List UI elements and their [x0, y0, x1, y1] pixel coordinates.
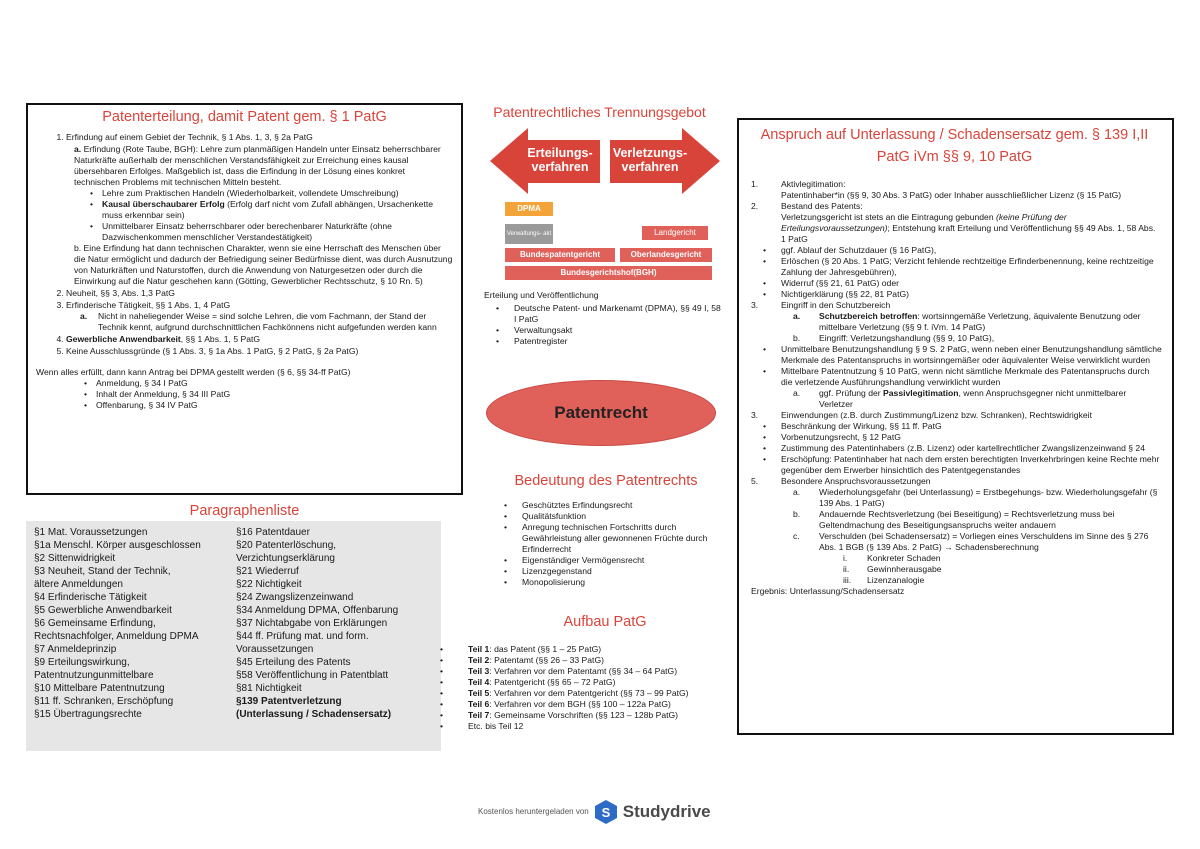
para-1: §1 Mat. Voraussetzungen: [34, 527, 148, 538]
claim-step-1-text: Patentinhaber*in (§§ 9, 30 Abs. 3 PatG) oder Inhaber ausschließlicher Lizenz (§ 15 PatG): [781, 189, 1122, 200]
para-21: §21 Wiederruf: [236, 566, 299, 577]
para-4: §4 Erfinderische Tätigkeit: [34, 592, 147, 603]
para-3-cont: ältere Anmeldungen: [34, 579, 123, 590]
para-2: §2 Sittenwidrigkeit: [34, 553, 116, 564]
significance-item: • Eigenständiger Vermögensrecht: [492, 555, 724, 566]
structure-item: • Teil 7: Gemeinsame Vorschriften (§§ 123 – 128b PatG): [440, 710, 730, 721]
significance-item: • Qualitätsfunktion: [492, 511, 724, 522]
para-9-cont: Patentnutzungunmittelbare: [34, 670, 154, 681]
grant-publication-item-1: • Deutsche Patent- und Markenamt (DPMA), §§ 49 I, 58 I PatG: [484, 303, 724, 325]
structure-item: • Teil 6: Verfahren vor dem BGH (§§ 100 – 122a PatG): [440, 699, 730, 710]
para-24: §24 Zwangslizenzeinwand: [236, 592, 354, 603]
requirement-1: 1. Erfindung auf einem Gebiet der Technik, § 1 Abs. 1, 3, § 2a PatG a. Erfindung (Rote Taube, BGH): Lehre zum planmäßigen Handeln unter Einsatz beherrschbarer Naturkräfte außerhalb der menschlichen Verstandsfähigkeit zur Erreichung eines kausal übersehbaren Erfolges. Maßgeblich ist, dass die Erfindung in der Lösung eines konkret technischen Problems mit technischen Mitteln besteht. • Lehre zum Praktischen Handeln (Wiederholbarkeit, vollendete Umschreibung) • Kausal überschaubarer Erfolg (Erfolg darf nicht vom Zufall abhängen, Ursachenkette muss erkennbar sein) • Unmittelbarer Einsatz beherrschbarer oder berechenbarer Naturkräfte (ohne Dazwischenkommen menschlicher Verstandestätigkeit) b. Eine Erfindung hat dann technischen Charakter, wenn sie eine Herrschaft des Menschen über die Natur ermöglicht und dadurch der Befriedigung seiner Bedürfnisse dient, was durch Ausnutzung von Naturkräften und Naturstoffen, durch die Anwendung von Naturgesetzen oder durch die Einwirkung auf die Natur geschehen kann (Götting, Gewerblicher Rechtsschutz, § 10 Rn. 5): [66, 132, 453, 287]
application-note: Wenn alles erfüllt, dann kann Antrag bei DPMA gestellt werden (§ 6, §§ 34-ff PatG): [36, 367, 351, 378]
patent-grant-title: Patenterteilung, damit Patent gem. § 1 PatG: [102, 109, 387, 125]
studydrive-logo-icon: [595, 800, 617, 824]
claim-step-2: 2. Bestand des Patents:: [751, 200, 863, 211]
requirement-1a-bullets: [74, 188, 453, 243]
claim-bullet: • Vorbenutzungsrecht, § 12 PatG: [751, 432, 1162, 443]
grant-publication-list: [484, 303, 724, 347]
para-81: §81 Nichtigkeit: [236, 683, 302, 694]
significance-list: [492, 500, 724, 588]
requirement-4: 4. Gewerbliche Anwendbarkeit, §§ 1 Abs. 1, 5 PatG: [66, 334, 453, 345]
paragraph-list-box: [26, 521, 441, 751]
para-10: §10 Mittelbare Patentnutzung: [34, 683, 165, 694]
structure-item: • Teil 3: Verfahren vor dem Patentamt (§§ 34 – 64 PatG): [440, 666, 730, 677]
footer: [478, 798, 711, 826]
requirement-1a: a. Erfindung (Rote Taube, BGH): Lehre zum planmäßigen Handeln unter Einsatz beherrschbarer Naturkräfte außerhalb der menschlichen Verstandsfähigkeit zur Erreichung eines kausal übersehbaren Erfolges. Maßgeblich ist, dass die Erfindung in der Lösung eines konkret technischen Problems mit technischen Mitteln besteht. • Lehre zum Praktischen Handeln (Wiederholbarkeit, vollendete Umschreibung) • Kausal überschaubarer Erfolg (Erfolg darf nicht vom Zufall abhängen, Ursachenkette muss erkennbar sein) • Unmittelbarer Einsatz beherrschbarer oder berechenbarer Naturkräfte (ohne Dazwischenkommen menschlicher Verstandestätigkeit) b. Eine Erfindung hat dann technischen Charakter, wenn sie eine Herrschaft des Menschen über die Natur ermöglicht und dadurch der Befriedigung seiner Bedürfnisse dient, was durch Ausnutzung von Naturkräften und Naturstoffen, durch die Anwendung von Naturgesetzen oder durch die Einwirkung auf die Natur geschehen kann (Götting, Gewerblicher Rechtsschutz, § 10 Rn. 5): [66, 144, 453, 287]
application-bullet-2: • Inhalt der Anmeldung, § 34 III PatG: [84, 389, 453, 400]
studydrive-brand[interactable]: Studydrive: [622, 802, 711, 822]
claim-step-5: 5. Besondere Anspruchsvoraussetzungen: [751, 475, 931, 486]
claim-step-3-bullets: [747, 344, 1162, 388]
structure-item: • Teil 4: Patentgericht (§§ 65 – 72 PatG): [440, 677, 730, 688]
para-44-cont: Voraussetzungen: [236, 644, 314, 655]
claim-bullet: • Beschränkung der Wirkung, §§ 11 ff. PatG: [751, 421, 1162, 432]
application-bullet-1: • Anmeldung, § 34 I PatG: [84, 378, 453, 389]
para-5: §5 Gewerbliche Anwendbarkeit: [34, 605, 172, 616]
requirement-3a: a. Nicht in naheliegender Weise = sind solche Lehren, die vom Fachmann, der Stand der Technik kennt, aufgrund durchschnittlichen Fachkönnens nicht aufgefunden werden kann: [80, 311, 437, 333]
para-3: §3 Neuheit, Stand der Technik,: [34, 566, 171, 577]
claim-step-3b: b. Eingriff: Verletzungshandlung (§§ 9, 10 PatG),: [793, 332, 995, 343]
para-44: §44 ff. Prüfung mat. und form.: [236, 631, 369, 642]
para-20-cont: Verzichtungserklärung: [236, 553, 335, 564]
claim-title: Anspruch auf Unterlassung / Schadensersatz gem. § 139 I,II PatG iVm §§ 9, 10 PatG: [760, 127, 1149, 165]
claim-bullet: • Erlöschen (§ 20 Abs. 1 PatG; Verzicht fehlende rechtzeitige Erfinderbenennung, keine rechtzeitige Zahlung der Jahresgebühren),: [751, 256, 1162, 278]
requirement-5: 5. Keine Ausschlussgründe (§ 1 Abs. 3, § 1a Abs. 1 PatG, § 2 PatG, § 2a PatG): [66, 346, 453, 357]
significance-item: • Monopolisierung: [492, 577, 724, 588]
grant-publication-heading: Erteilung und Veröffentlichung: [484, 290, 599, 300]
grant-publication-item-3: • Patentregister: [484, 336, 724, 347]
application-bullets: [36, 378, 453, 411]
requirement-2: 2. Neuheit, §§ 3, Abs. 1,3 PatG: [66, 288, 453, 299]
claim-bullet: • Erschöpfung: Patentinhaber hat nach dem ersten berechtigten Inverkehrbringen keine Rechte mehr gegenüber dem Erwerber hinsichtlich des Patentgegenstandes: [751, 454, 1162, 476]
paragraph-col-2: [236, 526, 398, 721]
svg-text:S: S: [601, 805, 611, 820]
claim-step-1: 1. Aktivlegitimation:: [751, 178, 846, 189]
grant-requirements-list: [36, 132, 453, 357]
claim-bullet: • Unmittelbare Benutzungshandlung § 9 S. 2 PatG, wenn neben einer Benutzungshandlung sämtliche Merkmale des Patentanspruchs in wortsinngemäßer oder äquivalenter Weise verwirklicht wurden: [751, 344, 1162, 366]
claim-step-5c: c. Verschulden (bei Schadensersatz) = Vorliegen eines Verschuldens im Sinne des § 276 Abs. 1 BGB (§ 139 Abs. 2 PatG) → Schadensberechnung: [793, 530, 1149, 552]
bullet-kausal: • Kausal überschaubarer Erfolg (Erfolg darf nicht vom Zufall abhängen, Ursachenkette muss erkennbar sein): [90, 199, 453, 221]
separation-title: Patentrechtliches Trennungsgebot: [493, 104, 706, 120]
claim-result: Ergebnis: Unterlassung/Schadensersatz: [751, 585, 905, 596]
para-139: §139 Patentverletzung: [236, 696, 342, 707]
claim-step-3: 3. Eingriff in den Schutzbereich: [751, 299, 891, 310]
claim-bullet: • Mittelbare Patentnutzung § 10 PatG, wenn nicht sämtliche Merkmale des Patentanspruchs durch die verletzende Ausführungshandlung verwirklicht wurden: [751, 366, 1162, 388]
claim-step-5a: a. Wiederholungsgefahr (bei Unterlassung) = Erstbegehungs- bzw. Wiederholungsgefahr (§ 139 Abs. 1 PatG): [793, 486, 1158, 508]
para-139-cont: (Unterlassung / Schadensersatz): [236, 709, 392, 720]
para-11: §11 ff. Schranken, Erschöpfung: [34, 696, 174, 707]
significance-item: • Geschütztes Erfindungsrecht: [492, 500, 724, 511]
claim-step-5c-i: i. Konkreter Schaden: [843, 552, 941, 563]
verwaltungsakt-chip: Verwaltungs- akt: [505, 224, 553, 244]
dpma-chip: DPMA: [505, 202, 553, 216]
para-22: §22 Nichtigkeit: [236, 579, 302, 590]
claim-step-4-bullets: [747, 421, 1162, 476]
para-37: §37 Nichtabgabe von Erklärungen: [236, 618, 388, 629]
grant-publication-item-2: • Verwaltungsakt: [484, 325, 724, 336]
para-9: §9 Erteilungswirkung,: [34, 657, 130, 668]
significance-title: Bedeutung des Patentrechts: [514, 473, 698, 489]
structure-title: Aufbau PatG: [563, 614, 647, 630]
para-16: §16 Patentdauer: [236, 527, 310, 538]
claim-step-5c-iii: iii. Lizenzanalogie: [843, 574, 925, 585]
para-45: §45 Erteilung des Patents: [236, 657, 351, 668]
claim-step-4: 3. Einwendungen (z.B. durch Zustimmung/Lizenz bzw. Schranken), Rechtswidrigkeit: [751, 409, 1092, 420]
bgh-chip: Bundesgerichtshof(BGH): [505, 266, 712, 280]
bullet-naturkraefte: • Unmittelbarer Einsatz beherrschbarer oder berechenbarer Naturkräfte (ohne Dazwischenkommen menschlicher Verstandestätigkeit): [90, 221, 453, 243]
claim-bullet: • Nichtigerklärung (§§ 22, 81 PatG): [751, 289, 1162, 300]
olg-chip: Oberlandesgericht: [620, 248, 712, 262]
claim-step-3a: a. Schutzbereich betroffen: wortsinngemäße Verletzung, äquivalente Benutzung oder mittelbare Verletzung (§§ 9 f. iVm. 14 PatG): [793, 310, 1141, 332]
claim-step-3c: a. ggf. Prüfung der Passivlegitimation, wenn Anspruchsgegner nicht unmittelbarer Verletzer: [793, 387, 1127, 409]
structure-item: • Teil 5: Verfahren vor dem Patentgericht (§§ 73 – 99 PatG): [440, 688, 730, 699]
footer-text: Kostenlos heruntergeladen von: [478, 806, 589, 816]
structure-list: [440, 644, 730, 732]
claim-step-5c-ii: ii. Gewinnherausgabe: [843, 563, 942, 574]
structure-item: • Teil 1: das Patent (§§ 1 – 25 PatG): [440, 644, 730, 655]
significance-item: • Lizenzgegenstand: [492, 566, 724, 577]
para-1a: §1a Menschl. Körper ausgeschlossen: [34, 540, 201, 551]
bullet-lehre: • Lehre zum Praktischen Handeln (Wiederholbarkeit, vollendete Umschreibung): [90, 188, 453, 199]
claim-box: [737, 118, 1174, 735]
paragraph-list-title: Paragraphenliste: [189, 503, 300, 519]
claim-bullet: • ggf. Ablauf der Schutzdauer (§ 16 PatG),: [751, 245, 1162, 256]
grant-publication-block: [484, 290, 724, 347]
patent-grant-box: [26, 103, 463, 495]
claim-step-2-text: Verletzungsgericht ist stets an die Eintragung gebunden (keine Prüfung der Erteilungsvoraussetzungen); Entstehung kraft Erteilung und Veröffentlichung §§ 49 Abs. 1, 58 Abs. 1 PatG: [781, 211, 1156, 244]
significance-item: • Anregung technischen Fortschritts durch Gewährleistung aller gewonnenen Früchte durch Erfinderrecht: [492, 522, 724, 555]
para-6: §6 Gemeinsame Erfindung,: [34, 618, 156, 629]
arrow-left-label: Erteilungs- verfahren: [527, 146, 593, 175]
para-58: §58 Veröffentlichung in Patentblatt: [236, 670, 389, 681]
para-34: §34 Anmeldung DPMA, Offenbarung: [236, 605, 399, 616]
requirement-3: 3. Erfinderische Tätigkeit, §§ 1 Abs. 1, 4 PatG a. Nicht in naheliegender Weise = sind solche Lehren, die vom Fachmann, der Stand der Technik kennt, aufgrund durchschnittlichen Fachkönnens nicht aufgefunden werden kann: [66, 300, 453, 333]
arrow-right-label: Verletzungs- verfahren: [612, 146, 688, 175]
landgericht-chip: Landgericht: [642, 226, 708, 240]
claim-bullet: • Zustimmung des Patentinhabers (z.B. Lizenz) oder kartellrechtlicher Zwangslizenzeinwand § 24: [751, 443, 1162, 454]
claim-step-5b: b. Andauernde Rechtsverletzung (bei Beseitigung) = Rechtsverletzung muss bei Geltendmachung des Beseitigungsanspruchs weiter andauern: [793, 508, 1115, 530]
patentrecht-label: Patentrecht: [554, 403, 648, 423]
claim-step-2-bullets: [747, 245, 1162, 300]
structure-item: • Etc. bis Teil 12: [440, 721, 730, 732]
bpatg-chip: Bundespatentgericht: [505, 248, 615, 262]
para-7: §7 Anmeldeprinzip: [34, 644, 117, 655]
para-20: §20 Patenterlöschung,: [236, 540, 337, 551]
application-bullet-3: • Offenbarung, § 34 IV PatG: [84, 400, 453, 411]
claim-bullet: • Widerruf (§§ 21, 61 PatG) oder: [751, 278, 1162, 289]
paragraph-col-1: [34, 526, 201, 721]
requirement-1b: b. Eine Erfindung hat dann technischen Charakter, wenn sie eine Herrschaft des Menschen über die Natur ermöglicht und dadurch der Befriedigung seiner Bedürfnisse dient, was durch Ausnutzung von Naturkräften und Naturstoffen, durch die Anwendung von Naturgesetzen oder durch die Einwirkung auf die Natur geschehen kann (Götting, Gewerblicher Rechtsschutz, § 10 Rn. 5): [74, 243, 453, 287]
para-15: §15 Übertragungsrechte: [34, 709, 142, 720]
structure-item: • Teil 2: Patentamt (§§ 26 – 33 PatG): [440, 655, 730, 666]
para-6-cont: Rechtsnachfolger, Anmeldung DPMA: [34, 631, 199, 642]
patentrecht-ellipse: [486, 380, 716, 446]
